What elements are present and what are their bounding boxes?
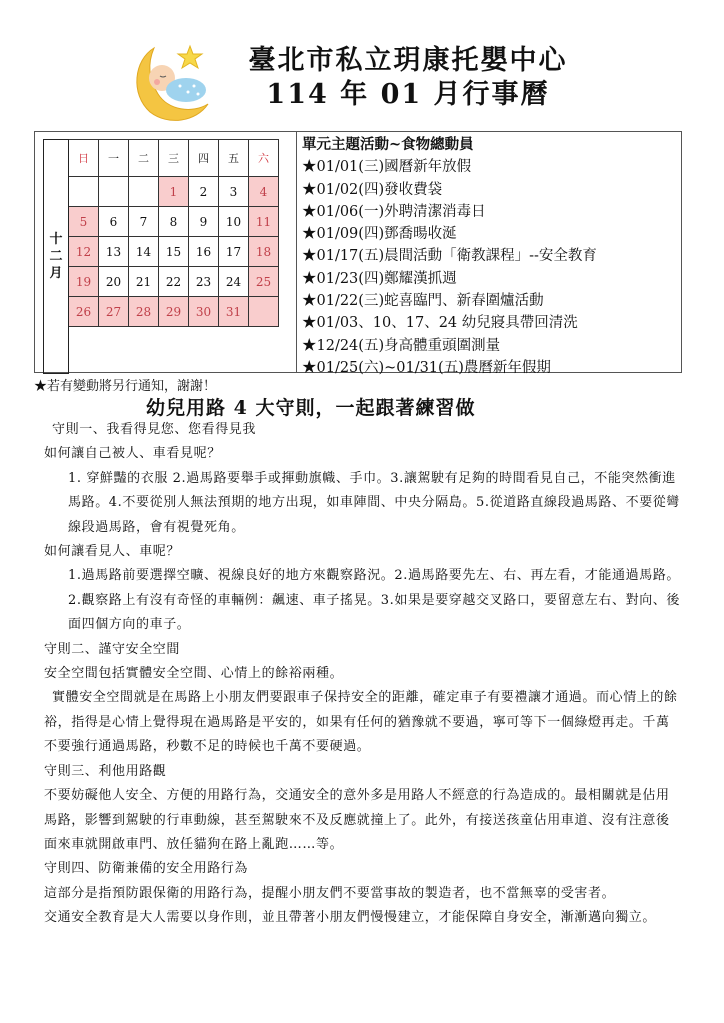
weekday-header: 一 <box>99 140 129 177</box>
article-paragraph: 守則二、謹守安全空間 <box>44 641 181 657</box>
calendar-day: 6 <box>99 207 129 237</box>
calendar-week <box>44 297 279 327</box>
calendar-day-holiday: 27 <box>99 297 129 327</box>
article-paragraph: 安全空間包括實體安全空間、心情上的餘裕兩種。 <box>44 666 344 682</box>
sleeping-baby-on-moon-icon <box>132 42 218 124</box>
weekday-header: 三 <box>159 140 189 177</box>
article-paragraph: 交通安全教育是大人需要以身作則，並且帶著小朋友們慢慢建立，才能保障自身安全，漸漸邁向獨立。 <box>44 910 657 926</box>
calendar-day: 9 <box>189 207 219 237</box>
event-item: ★01/09(四)鄧喬暘收涎 <box>302 226 457 243</box>
article-paragraph: 如何讓自己被人、車看見呢？ <box>44 446 221 462</box>
calendar-day: 15 <box>159 237 189 267</box>
calendar-day-holiday: 19 <box>69 267 99 297</box>
calendar-day-holiday: 18 <box>249 237 279 267</box>
calendar-day: 13 <box>99 237 129 267</box>
events-list <box>302 134 597 379</box>
calendar-day: 20 <box>99 267 129 297</box>
calendar-day-holiday <box>249 297 279 327</box>
unit-theme: 單元主題活動~食物總動員 <box>302 136 474 153</box>
calendar-day: 23 <box>189 267 219 297</box>
weekday-header: 日 <box>69 140 99 177</box>
month-label: 十 二 月 <box>44 140 69 374</box>
calendar-week <box>44 267 279 297</box>
article-body <box>44 418 680 931</box>
calendar-day: 3 <box>219 177 249 207</box>
calendar-events-table <box>34 131 682 376</box>
calendar-day: 8 <box>159 207 189 237</box>
column-divider <box>296 132 297 372</box>
event-item: ★01/01(三)國曆新年放假 <box>302 159 472 176</box>
calendar-day-holiday: 29 <box>159 297 189 327</box>
calendar-day: 17 <box>219 237 249 267</box>
article-paragraph: 實體安全空間就是在馬路上小朋友們要跟車子保持安全的距離，確定車子有要禮讓才通過。而心情上的餘裕，指得是心情上覺得現在過馬路是平安的，如果有任何的猶豫就不要過，寧可等下一個綠燈再走。千萬不要強行通過馬路，秒數不足的時候也千萬不要硬過。 <box>44 690 678 755</box>
calendar-week <box>44 237 279 267</box>
org-name: 臺北市私立玥康托嬰中心 <box>248 45 568 76</box>
article-paragraph: 守則三、利他用路觀 <box>44 763 167 779</box>
page-title <box>218 44 598 112</box>
calendar-day <box>99 177 129 207</box>
calendar-day: 21 <box>129 267 159 297</box>
calendar-day: 7 <box>129 207 159 237</box>
calendar-day-holiday: 11 <box>249 207 279 237</box>
weekday-header: 六 <box>249 140 279 177</box>
calendar-day-holiday: 26 <box>69 297 99 327</box>
calendar-day-holiday: 1 <box>159 177 189 207</box>
calendar-day <box>129 177 159 207</box>
calendar-day: 10 <box>219 207 249 237</box>
event-item: ★01/23(四)鄭耀漢抓週 <box>302 270 457 287</box>
article-paragraph: 守則四、防衛兼備的安全用路行為 <box>44 861 249 877</box>
month-calendar <box>43 139 279 374</box>
event-item: ★01/06(一)外聘清潔消毒日 <box>302 203 486 220</box>
article-heading: 幼兒用路 4 大守則，一起跟著練習做 <box>146 397 476 419</box>
calendar-day: 2 <box>189 177 219 207</box>
calendar-title: 114 年 01 月行事曆 <box>266 79 550 110</box>
calendar-day: 24 <box>219 267 249 297</box>
article-paragraph: 不要妨礙他人安全、方便的用路行為，交通安全的意外多是用路人不經意的行為造成的。最相關就是佔用馬路，影響到駕駛的行車動線，甚至駕駛來不及反應就撞上了。此外，有接送孩童佔用車道、沒有注意後面來車就開啟車門、放任貓狗在路上亂跑……等。 <box>44 788 670 852</box>
event-item: ★01/02(四)發收費袋 <box>302 181 443 198</box>
event-item: ★01/17(五)晨間活動「衛教課程」--安全教育 <box>302 248 597 265</box>
calendar-day-holiday: 30 <box>189 297 219 327</box>
article-paragraph: 1.過馬路前要選擇空曠、視線良好的地方來觀察路況。2.過馬路要先左、右、再左看，才能通過馬路。2.觀察路上有沒有奇怪的車輛例：飆速、車子搖晃。3.如果是要穿越交叉路口，要留意左右、對向、後面四個方向的車子。 <box>68 568 681 633</box>
calendar-day-holiday: 4 <box>249 177 279 207</box>
calendar-day-holiday: 5 <box>69 207 99 237</box>
calendar-day-holiday: 31 <box>219 297 249 327</box>
article-paragraph: 如何讓看見人、車呢？ <box>44 544 181 560</box>
article-paragraph: 1. 穿鮮豔的衣服 2.過馬路要舉手或揮動旗幟、手巾。3.讓駕駛有足夠的時間看見自己，不能突然衝進馬路。4.不要從別人無法預期的地方出現，如車陣間、中央分隔島。5.從道路直線段過馬路、不要從彎線段過馬路，會有視覺死角。 <box>68 470 681 535</box>
calendar-week <box>44 207 279 237</box>
calendar-day: 22 <box>159 267 189 297</box>
calendar-spacer <box>69 327 279 374</box>
event-item: ★01/03、10、17、24 幼兒寢具帶回清洗 <box>302 315 578 332</box>
weekday-header: 二 <box>129 140 159 177</box>
event-item: ★12/24(五)身高體重頭圍測量 <box>302 337 501 354</box>
article-paragraph: 這部分是指預防跟保衛的用路行為，提醒小朋友們不要當事故的製造者，也不當無辜的受害者。 <box>44 885 616 901</box>
change-notice: ★若有變動將另行通知，謝謝！ <box>34 379 217 394</box>
calendar-day-holiday: 12 <box>69 237 99 267</box>
calendar-day <box>69 177 99 207</box>
weekday-header: 四 <box>189 140 219 177</box>
calendar-day: 16 <box>189 237 219 267</box>
calendar-day: 14 <box>129 237 159 267</box>
calendar-day-holiday: 25 <box>249 267 279 297</box>
calendar-day-holiday: 28 <box>129 297 159 327</box>
event-item: ★01/22(三)蛇喜臨門、新春圍爐活動 <box>302 293 544 310</box>
calendar-week <box>44 177 279 207</box>
event-item: ★01/25(六)~01/31(五)農曆新年假期 <box>302 359 551 376</box>
weekday-header: 五 <box>219 140 249 177</box>
article-paragraph: 守則一、我看得見您、您看得見我 <box>52 422 257 437</box>
